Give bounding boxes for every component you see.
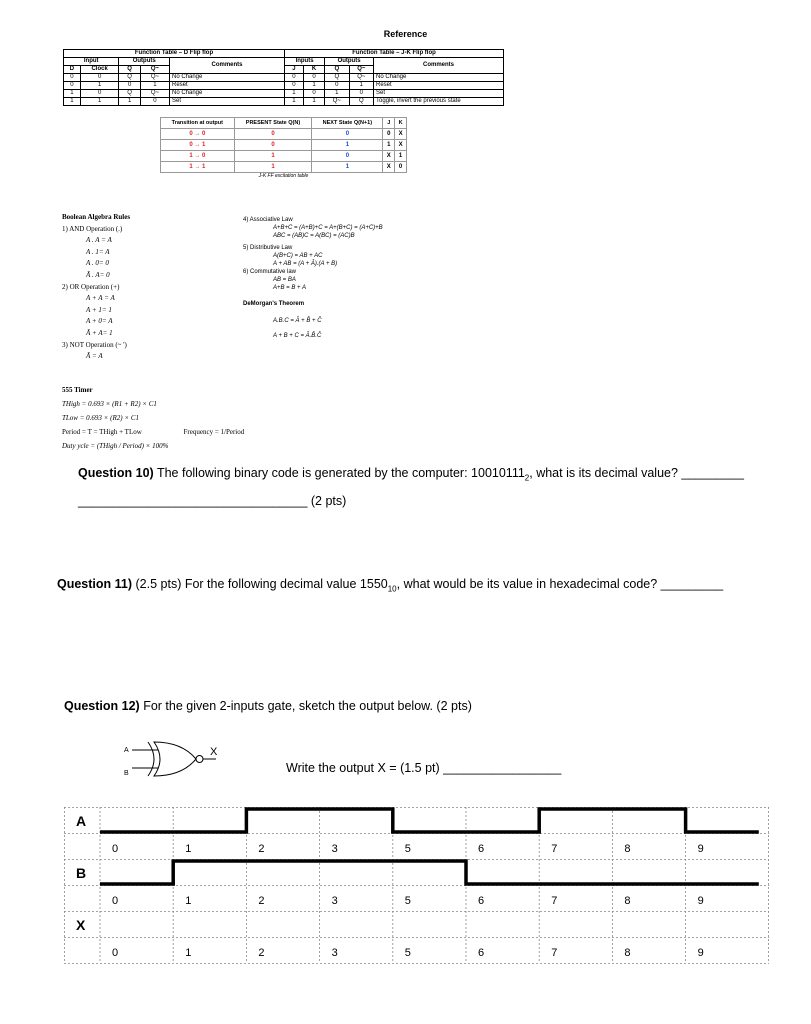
ex-cell: 1 → 1: [161, 162, 235, 173]
d-table-cell: Q~: [140, 74, 169, 82]
jk-table-row: [285, 82, 504, 90]
ex-cell: 1 → 0: [161, 151, 235, 162]
wave-tick: 2: [258, 895, 265, 907]
or-rule: A + 0= A: [86, 317, 113, 326]
jk-hdr-outputs: Outputs: [325, 58, 374, 66]
and-rule: A . A = A: [86, 236, 112, 245]
d-hdr-outputs: Outputs: [119, 58, 170, 66]
d-table-title: Function Table – D Flip flop: [64, 50, 285, 58]
or-title: 2) OR Operation (+): [62, 282, 120, 291]
q10-text2: , what is its decimal value? _________: [529, 466, 744, 480]
d-table-cell: Q: [119, 74, 140, 82]
d-hdr-qbar: Q~: [140, 66, 169, 74]
comm-law: AB = BA: [273, 277, 296, 283]
jk-table-cell: 1: [285, 98, 304, 106]
d-hdr-clock: Clock: [80, 66, 119, 74]
wave-tick: 0: [112, 895, 119, 907]
ex-cell: 1: [395, 151, 407, 162]
jk-flipflop-table: [284, 49, 504, 106]
jk-table-cell: Q~: [325, 98, 349, 106]
question-12: [64, 695, 764, 717]
boolean-title: Boolean Algebra Rules: [62, 213, 131, 221]
wave-tick: 5: [404, 947, 411, 959]
jk-table-cell: 0: [303, 90, 324, 98]
ex-cell: 0: [234, 129, 312, 140]
d-table-row: [64, 98, 285, 106]
jk-table-cell: 0: [303, 74, 324, 82]
ex-cell: 1: [234, 151, 312, 162]
jk-table-cell: 1: [325, 90, 349, 98]
demorgan-law: A.B.C = Ā + B̄ + C̄: [273, 318, 322, 324]
or-rule: A + A = A: [86, 294, 115, 303]
ex-hdr-next: NEXT State Q(N+1): [312, 118, 383, 129]
timer-period: Period = T = THigh + TLow: [62, 428, 142, 436]
timer-frequency: Frequency = 1/Period: [183, 428, 245, 436]
jk-hdr-q: Q: [325, 66, 349, 74]
jk-table-row: [285, 90, 504, 98]
not-title: 3) NOT Operation (~ '): [62, 340, 127, 349]
d-table-cell: 0: [80, 90, 119, 98]
signal-a: [100, 809, 759, 832]
ex-row: [161, 151, 407, 162]
jk-table-cell: Toggle, invert the previous state: [374, 98, 504, 106]
ex-hdr-transition: Transition at output: [161, 118, 235, 129]
jk-hdr-qbar: Q~: [349, 66, 373, 74]
jk-table-title: Function Table – J-K Flip flop: [285, 50, 504, 58]
q11-label: Question 11): [57, 577, 133, 591]
d-table-cell: No Change: [170, 90, 285, 98]
wave-tick: 6: [478, 843, 485, 855]
dist-law: A + AB = (A + Ā).(A + B): [273, 261, 338, 267]
write-output-prompt[interactable]: Write the output X = (1.5 pt) _________________: [286, 761, 562, 775]
jk-hdr-j: J: [285, 66, 304, 74]
and-rule: A . 0= 0: [86, 259, 109, 268]
wave-tick: 1: [185, 843, 192, 855]
wave-tick: 0: [112, 947, 119, 959]
wave-tick: 2: [258, 947, 265, 959]
d-table-cell: 0: [64, 74, 81, 82]
comm-law: A+B = B + A: [273, 285, 306, 291]
ex-cell: 0 → 0: [161, 129, 235, 140]
d-table-row: [64, 74, 285, 82]
q10-line2[interactable]: _________________________________ (2 pts): [78, 493, 347, 508]
wave-tick: 5: [404, 843, 411, 855]
jk-table-cell: 0: [349, 90, 373, 98]
timer-duty: Duty ycle = (THigh / Period) × 100%: [62, 442, 169, 450]
d-flipflop-table: [63, 49, 285, 106]
wave-tick: 5: [404, 895, 411, 907]
ex-cell: 1: [312, 162, 383, 173]
d-table-cell: Q~: [140, 90, 169, 98]
wave-tick: 3: [331, 843, 338, 855]
d-table-cell: 1: [140, 82, 169, 90]
jk-table-cell: No Change: [374, 74, 504, 82]
wave-tick: 7: [551, 843, 558, 855]
q12-label: Question 12): [64, 699, 140, 713]
jk-excitation-table: [160, 117, 407, 179]
excitation-caption: J-K FF excitation table: [258, 173, 309, 179]
wave-tick: 6: [478, 947, 485, 959]
jk-hdr-inputs: Inputs: [285, 58, 325, 66]
d-table-cell: 0: [140, 98, 169, 106]
wave-tick: 1: [185, 895, 192, 907]
assoc-law: A+B+C = (A+B)+C = A+(B+C) = (A+C)+B: [273, 225, 383, 231]
assoc-title: 4) Associative Law: [243, 217, 293, 223]
gate-output-x: X: [210, 746, 218, 758]
ex-cell: 1: [234, 162, 312, 173]
wave-label-a: A: [76, 813, 87, 829]
wave-tick: 1: [185, 947, 192, 959]
and-rule: Ā . A= 0: [86, 270, 110, 279]
demorgan-law: A + B + C = Ā.B̄.C̄: [273, 333, 322, 339]
q11-text2[interactable]: , what would be its value in hexadecimal code? _________: [396, 577, 724, 591]
d-table-row: [64, 82, 285, 90]
d-hdr-comments: Comments: [170, 58, 285, 74]
timer-title: 555 Timer: [62, 386, 93, 394]
q10-text: The following binary code is generated by the computer: 10010111: [153, 466, 525, 480]
wave-tick: 9: [697, 895, 704, 907]
wave-tick: 8: [624, 843, 631, 855]
wave-tick: 9: [697, 947, 704, 959]
ex-row: [161, 140, 407, 151]
d-table-cell: 1: [80, 82, 119, 90]
question-11: [57, 573, 787, 601]
and-rule: A . 1= A: [86, 247, 110, 256]
gate-input-b: B: [124, 770, 129, 777]
jk-table-cell: Set: [374, 90, 504, 98]
algebra-laws: [243, 216, 483, 344]
wave-label-b: B: [76, 865, 87, 881]
question-10: [78, 462, 788, 512]
d-table-row: [64, 90, 285, 98]
ex-hdr-j: J: [383, 118, 395, 129]
gate-input-a: A: [124, 747, 129, 754]
q10-label: Question 10): [78, 466, 154, 480]
timer-555: [62, 383, 362, 453]
d-table-cell: Q: [119, 90, 140, 98]
d-table-cell: 1: [64, 98, 81, 106]
jk-table-cell: Q: [349, 98, 373, 106]
comm-title: 6) Commutative law: [243, 269, 297, 275]
jk-table-cell: 1: [349, 82, 373, 90]
ex-cell: X: [383, 151, 395, 162]
ex-hdr-k: K: [395, 118, 407, 129]
dist-title: 5) Distributive Law: [243, 245, 293, 251]
ex-row: [161, 162, 407, 173]
wave-tick: 7: [551, 947, 558, 959]
wave-tick: 8: [624, 895, 631, 907]
ex-cell: 0: [312, 151, 383, 162]
ex-cell: X: [395, 129, 407, 140]
jk-table-cell: Q~: [349, 74, 373, 82]
wave-tick: 2: [258, 843, 265, 855]
jk-table-cell: 0: [285, 74, 304, 82]
q10-sub: 2: [524, 473, 530, 483]
q12-text: For the given 2-inputs gate, sketch the output below. (2 pts): [139, 699, 472, 713]
assoc-law: ABC = (AB)C = A(BC) = (AC)B: [273, 233, 355, 239]
ex-cell: 1: [383, 140, 395, 151]
d-hdr-d: D: [64, 66, 81, 74]
signal-b: [100, 861, 759, 884]
or-rule: Ā + A= 1: [86, 328, 113, 337]
timer-thigh: THigh = 0.693 × (R1 + R2) × C1: [62, 400, 157, 408]
ex-cell: 0 → 1: [161, 140, 235, 151]
jk-hdr-k: K: [303, 66, 324, 74]
wave-tick: 7: [551, 895, 558, 907]
timer-tlow: TLow = 0.693 × (R2) × C1: [62, 414, 139, 422]
boolean-rules: [62, 212, 242, 363]
ex-cell: 0: [383, 129, 395, 140]
ex-cell: 1: [312, 140, 383, 151]
or-rule: A + 1= 1: [86, 305, 112, 314]
jk-hdr-comments: Comments: [374, 58, 504, 74]
wave-tick: 9: [697, 843, 704, 855]
demorgan-title: DeMorgan's Theorem: [243, 301, 305, 307]
d-table-cell: 1: [119, 98, 140, 106]
d-table-cell: 1: [80, 98, 119, 106]
ex-cell: X: [395, 140, 407, 151]
jk-table-cell: 1: [303, 98, 324, 106]
d-table-cell: 0: [64, 82, 81, 90]
jk-table-cell: Q: [325, 74, 349, 82]
jk-table-row: [285, 98, 504, 106]
reference-title: Reference: [383, 29, 428, 39]
dist-law: A(B+C) = AB + AC: [273, 253, 323, 259]
wave-tick: 3: [331, 895, 338, 907]
d-table-cell: Set: [170, 98, 285, 106]
d-table-cell: Reset: [170, 82, 285, 90]
ex-row: [161, 129, 407, 140]
d-hdr-input: Input: [64, 58, 119, 66]
xnor-gate-icon: [110, 734, 230, 784]
q11-sub: 10: [387, 584, 397, 594]
jk-table-cell: 0: [325, 82, 349, 90]
and-title: 1) AND Operation (.): [62, 224, 123, 233]
ex-cell: 0: [234, 140, 312, 151]
q11-text: (2.5 pts) For the following decimal value 1550: [132, 577, 388, 591]
jk-table-cell: 1: [303, 82, 324, 90]
wave-tick: 3: [331, 947, 338, 959]
jk-table-cell: 0: [285, 82, 304, 90]
d-hdr-q: Q: [119, 66, 140, 74]
d-table-cell: 0: [119, 82, 140, 90]
jk-table-cell: 1: [285, 90, 304, 98]
d-table-cell: 0: [80, 74, 119, 82]
jk-table-cell: Reset: [374, 82, 504, 90]
ex-cell: 0: [395, 162, 407, 173]
ex-cell: 0: [312, 129, 383, 140]
ex-hdr-present: PRESENT State Q(N): [234, 118, 312, 129]
wave-label-x: X: [76, 917, 86, 933]
wave-tick: 6: [478, 895, 485, 907]
not-rule: Ā = A: [86, 352, 103, 361]
wave-tick: 0: [112, 843, 119, 855]
d-table-cell: No Change: [170, 74, 285, 82]
timing-diagram[interactable]: [64, 807, 769, 965]
wave-tick: 8: [624, 947, 631, 959]
ex-cell: X: [383, 162, 395, 173]
jk-table-row: [285, 74, 504, 82]
d-table-cell: 1: [64, 90, 81, 98]
